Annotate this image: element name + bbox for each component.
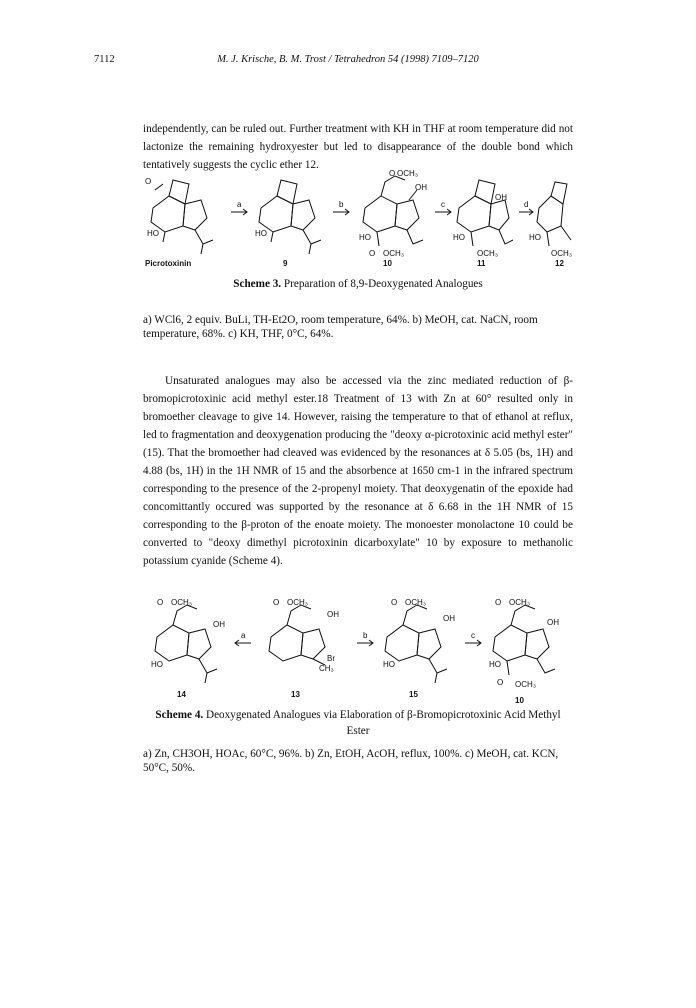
compound-label: 11 [477, 259, 486, 268]
body-paragraph-1: independently, can be ruled out. Further treatment with KH in THF at room temperature did not lactonize the remaining hydroxyester but led to disappearance of the double bond which tentatively suggests the cyclic ether 12. [143, 123, 573, 171]
svg-text:O: O [157, 598, 164, 607]
running-head: M. J. Krische, B. M. Trost / Tetrahedron 54 (1998) 7109–7120 [217, 54, 479, 65]
scheme-4-conditions: a) Zn, CH3OH, HOAc, 60°C, 96%. b) Zn, EtOH, AcOH, reflux, 100%. c) MeOH, cat. KCN, 50°C, 50%. [143, 748, 559, 774]
structure-9 [259, 180, 321, 254]
svg-text:O: O [497, 678, 504, 687]
structure-11 [457, 180, 513, 246]
svg-text:HO: HO [489, 660, 501, 669]
svg-text:OCH₃: OCH₃ [477, 249, 499, 258]
svg-text:HO: HO [359, 233, 371, 242]
compound-label: 10 [383, 259, 392, 268]
scheme-3-figure [143, 170, 573, 275]
svg-text:HO: HO [383, 660, 395, 669]
svg-text:OCH₃: OCH₃ [551, 249, 573, 258]
svg-text:O: O [389, 170, 396, 178]
arrow-label: b [363, 631, 368, 640]
scheme-4-caption-text: Deoxygenated Analogues via Elaboration of β-Bromopicrotoxinic Acid Methyl Ester [203, 709, 561, 737]
structure-14 [155, 605, 217, 683]
scheme-4-caption [143, 707, 573, 739]
structure-10 [363, 176, 423, 246]
svg-text:OCH₃: OCH₃ [509, 598, 531, 607]
svg-text:OH: OH [415, 183, 427, 192]
arrow-label: a [237, 200, 242, 209]
arrow-label: d [524, 200, 529, 209]
structure-10-b [493, 605, 555, 675]
svg-text:HO: HO [255, 229, 267, 238]
svg-text:OCH₃: OCH₃ [515, 680, 537, 689]
svg-text:OH: OH [495, 193, 507, 202]
page-number: 7112 [94, 54, 115, 65]
svg-text:HO: HO [453, 233, 465, 242]
compound-label: 13 [291, 690, 300, 699]
svg-text:OCH₃: OCH₃ [405, 598, 427, 607]
scheme-3-conditions: a) WCl6, 2 equiv. BuLi, TH-Et2O, room temperature, 64%. b) MeOH, cat. NaCN, room temperature, 68%. c) KH, THF, 0°C, 64%. [143, 314, 538, 340]
svg-text:OH: OH [213, 620, 225, 629]
compound-label: 10 [515, 696, 524, 705]
compound-label: Picrotoxinin [145, 259, 192, 268]
svg-text:HO: HO [529, 233, 541, 242]
svg-text:O: O [145, 177, 152, 186]
svg-text:Br: Br [327, 654, 335, 663]
svg-text:O: O [273, 598, 280, 607]
svg-text:OCH₃: OCH₃ [397, 170, 419, 178]
compound-label: 14 [177, 690, 186, 699]
scheme-3-caption-text: Preparation of 8,9-Deoxygenated Analogues [281, 278, 483, 290]
structure-13 [269, 605, 325, 665]
scheme-4-figure [143, 595, 573, 712]
svg-text:OH: OH [327, 610, 339, 619]
structure-12 [537, 182, 571, 246]
svg-text:OH: OH [547, 618, 559, 627]
svg-text:CH₃: CH₃ [319, 664, 334, 673]
scheme-3-caption [143, 276, 573, 292]
svg-text:OCH₃: OCH₃ [383, 249, 405, 258]
structure-15 [385, 605, 447, 683]
svg-text:OCH₃: OCH₃ [171, 598, 193, 607]
arrow-label: c [441, 200, 445, 209]
scheme-3-caption-label: Scheme 3. [233, 278, 282, 290]
structure-picrotoxinin [151, 180, 213, 254]
arrow-label: b [339, 200, 344, 209]
arrow-label: a [241, 631, 246, 640]
svg-text:HO: HO [151, 660, 163, 669]
svg-text:OCH₃: OCH₃ [287, 598, 309, 607]
scheme-4-caption-label: Scheme 4. [155, 709, 204, 721]
svg-text:OH: OH [443, 614, 455, 623]
svg-text:O: O [369, 249, 376, 258]
compound-label: 15 [409, 690, 418, 699]
compound-label: 12 [555, 259, 564, 268]
arrow-label: c [471, 631, 475, 640]
compound-label: 9 [283, 259, 288, 268]
svg-text:O: O [391, 598, 398, 607]
body-paragraph-2: Unsaturated analogues may also be accessed via the zinc mediated reduction of β-bromopicrotoxinic acid methyl ester.18 Treatment of 13 with Zn at 60° resulted only in bromoether cleavage to give 14. However, raising the temperature to that of ethanol at reflux, led to fragmentation and deoxygenation producing the "deoxy α-picrotoxinic acid methyl ester" (15). That the bromoether had cleaved was evidenced by the resonances at δ 5.05 (bs, 1H) and 4.88 (bs, 1H) in the 1H NMR of 15 and the absorbence at 1650 cm-1 in the infrared spectrum corresponding to the presence of the 2-propenyl moiety. That deoxygenatin of the epoxide had concomittantly occured was supported by the resonance at δ 6.68 in the 1H NMR of 15 corresponding to the β-proton of the enoate moiety. The monoester monolactone 10 could be converted to "deoxy dimethyl picrotoxinin dicarboxylate" 10 by exposure to methanolic potassium cyanide (Scheme 4). [143, 375, 573, 567]
svg-text:HO: HO [147, 229, 159, 238]
svg-text:O: O [495, 598, 502, 607]
